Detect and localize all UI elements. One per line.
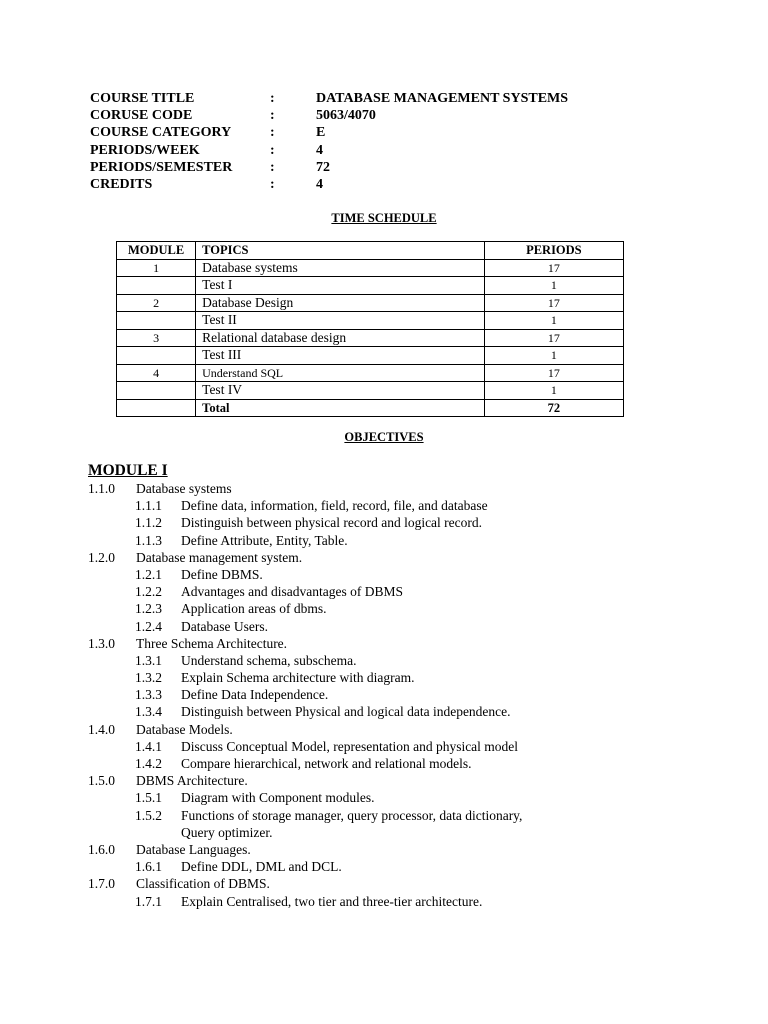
table-row xyxy=(117,347,624,365)
course-info-colon: : xyxy=(270,142,275,158)
objective-text: Database Users. xyxy=(181,618,268,634)
table-row xyxy=(117,277,624,295)
periods-cell: 1 xyxy=(484,312,623,330)
objective-number: 1.2.2 xyxy=(135,584,162,600)
module-cell: 3 xyxy=(117,329,196,347)
objective-item xyxy=(88,772,248,789)
module-cell xyxy=(117,312,196,330)
objective-text: Database management system. xyxy=(136,549,303,565)
objective-number: 1.2.4 xyxy=(135,618,162,634)
objective-subitem xyxy=(88,600,327,617)
objective-number: 1.2.0 xyxy=(88,549,115,565)
objective-subitem xyxy=(88,858,342,875)
objective-number: 1.1.2 xyxy=(135,515,162,531)
course-info-value: DATABASE MANAGEMENT SYSTEMS xyxy=(316,91,569,106)
objectives-heading: OBJECTIVES xyxy=(344,430,424,444)
objective-subitem xyxy=(88,566,263,583)
module-cell: 4 xyxy=(117,364,196,382)
objective-number: 1.1.1 xyxy=(135,498,162,514)
objective-text: Functions of storage manager, query processor, data dictionary, xyxy=(181,807,523,823)
column-header-module: MODULE xyxy=(117,242,196,260)
objective-text: Database Models. xyxy=(136,721,233,737)
objective-text: Diagram with Component modules. xyxy=(181,790,375,806)
table-row xyxy=(117,329,624,347)
course-info-colon: : xyxy=(270,176,275,192)
periods-cell: 17 xyxy=(484,329,623,347)
course-info-label: CREDITS xyxy=(90,176,153,192)
objective-number: 1.4.2 xyxy=(135,756,162,771)
objective-subitem xyxy=(88,703,511,720)
objective-item xyxy=(88,480,232,497)
table-row xyxy=(117,364,624,382)
periods-cell: 17 xyxy=(484,364,623,382)
table-header-row xyxy=(117,242,624,260)
objective-number: 1.7.1 xyxy=(135,893,162,909)
objective-text: Discuss Conceptual Model, representation and physical model xyxy=(181,738,519,754)
objective-subitem xyxy=(88,652,357,669)
objective-subitem xyxy=(88,669,415,686)
periods-cell: 17 xyxy=(484,294,623,312)
periods-cell: 1 xyxy=(484,347,623,365)
objective-text: Explain Schema architecture with diagram. xyxy=(181,670,415,686)
course-info-value: 5063/4070 xyxy=(316,108,376,124)
module-cell xyxy=(117,399,196,417)
objective-text: Explain Centralised, two tier and three-tier architecture. xyxy=(181,893,483,909)
module-cell: 1 xyxy=(117,259,196,277)
time-schedule-heading: TIME SCHEDULE xyxy=(331,211,437,225)
objective-text: Database Languages. xyxy=(136,841,251,857)
course-info-label: PERIODS/SEMESTER xyxy=(90,159,233,175)
topic-cell: Test II xyxy=(196,312,485,330)
objective-number: 1.2.1 xyxy=(135,566,162,582)
module-cell xyxy=(117,382,196,400)
objective-subitem xyxy=(88,532,348,549)
objective-number: 1.5.1 xyxy=(135,790,162,806)
table-total-row xyxy=(117,399,624,417)
objective-text: Advantages and disadvantages of DBMS xyxy=(181,584,403,600)
topic-cell: Database systems xyxy=(196,259,485,277)
table-row xyxy=(117,259,624,277)
objective-item xyxy=(88,875,270,892)
objective-item xyxy=(88,549,303,566)
objective-subitem xyxy=(88,514,483,531)
periods-cell: 72 xyxy=(484,399,623,417)
periods-cell: 1 xyxy=(484,382,623,400)
course-info-colon: : xyxy=(270,108,275,124)
periods-cell: 1 xyxy=(484,277,623,295)
objective-number: 1.1.3 xyxy=(135,532,162,548)
topic-cell: Relational database design xyxy=(196,329,485,347)
table-row xyxy=(117,382,624,400)
course-info-label: PERIODS/WEEK xyxy=(90,142,200,158)
module-cell: 2 xyxy=(117,294,196,312)
objective-subitem xyxy=(88,755,472,772)
course-info-value: 4 xyxy=(316,176,323,192)
objective-text: Compare hierarchical, network and relational models. xyxy=(181,756,472,771)
objective-number: 1.1.0 xyxy=(88,481,115,496)
topic-cell: Test I xyxy=(196,277,485,295)
objective-subitem xyxy=(88,893,483,910)
objective-text: Application areas of dbms. xyxy=(181,601,327,617)
objective-subitem xyxy=(88,789,375,806)
module-title: MODULE I xyxy=(88,462,168,479)
objective-text: Define Attribute, Entity, Table. xyxy=(181,532,348,548)
objective-text: Define DDL, DML and DCL. xyxy=(181,859,342,875)
course-info-label: COURSE TITLE xyxy=(90,91,195,106)
objective-number: 1.4.1 xyxy=(135,738,162,754)
course-info-value: 4 xyxy=(316,142,323,158)
objective-subitem xyxy=(88,686,329,703)
course-info-colon: : xyxy=(270,91,275,106)
objectives-list xyxy=(88,462,523,910)
periods-cell: 17 xyxy=(484,259,623,277)
table-row xyxy=(117,294,624,312)
course-info-colon: : xyxy=(270,125,275,141)
course-info-label: COURSE CATEGORY xyxy=(90,125,232,141)
module-cell xyxy=(117,277,196,295)
objective-item xyxy=(88,841,251,858)
objective-item xyxy=(88,721,233,738)
objective-text: Database systems xyxy=(136,481,232,496)
objective-number: 1.6.0 xyxy=(88,841,115,857)
objective-subitem xyxy=(88,738,519,755)
objective-text: Classification of DBMS. xyxy=(136,876,270,892)
objective-text: Define data, information, field, record, file, and database xyxy=(181,498,488,514)
objective-subitem xyxy=(88,497,488,514)
module-cell xyxy=(117,347,196,365)
objective-subitem xyxy=(88,807,523,824)
objective-continuation xyxy=(88,824,273,841)
objective-text: Define Data Independence. xyxy=(181,687,329,703)
objective-number: 1.3.4 xyxy=(135,704,162,720)
topic-cell: Test III xyxy=(196,347,485,365)
objective-number: 1.3.2 xyxy=(135,670,162,686)
objective-number: 1.3.0 xyxy=(88,635,115,651)
objective-text: Distinguish between physical record and logical record. xyxy=(181,515,483,531)
objective-text: Three Schema Architecture. xyxy=(136,635,288,651)
course-info-colon: : xyxy=(270,159,275,175)
objective-number: 1.3.1 xyxy=(135,652,162,668)
objective-text: Define DBMS. xyxy=(181,566,263,582)
objective-number: 1.4.0 xyxy=(88,721,115,737)
objective-number: 1.7.0 xyxy=(88,876,115,892)
objective-text: Distinguish between Physical and logical data independence. xyxy=(181,704,511,720)
column-header-topics: TOPICS xyxy=(196,242,485,260)
topic-cell: Database Design xyxy=(196,294,485,312)
topic-cell: Test IV xyxy=(196,382,485,400)
topic-cell: Total xyxy=(196,399,485,417)
table-row xyxy=(117,312,624,330)
objective-number: 1.2.3 xyxy=(135,601,162,617)
objective-number: 1.6.1 xyxy=(135,859,162,875)
course-info-label: CORUSE CODE xyxy=(90,108,193,124)
objective-text: Query optimizer. xyxy=(181,824,273,840)
course-info-value: E xyxy=(316,125,326,141)
time-schedule-table xyxy=(116,241,624,417)
objective-text: Understand schema, subschema. xyxy=(181,652,357,668)
objective-number: 1.5.2 xyxy=(135,807,162,823)
objective-subitem xyxy=(88,583,403,600)
objective-number: 1.5.0 xyxy=(88,773,115,789)
column-header-periods: PERIODS xyxy=(484,242,623,260)
objective-item xyxy=(88,635,288,652)
topic-cell: Understand SQL xyxy=(196,364,485,382)
course-info-value: 72 xyxy=(316,159,330,175)
objective-number: 1.3.3 xyxy=(135,687,162,703)
objective-subitem xyxy=(88,618,268,635)
objective-text: DBMS Architecture. xyxy=(136,773,248,789)
